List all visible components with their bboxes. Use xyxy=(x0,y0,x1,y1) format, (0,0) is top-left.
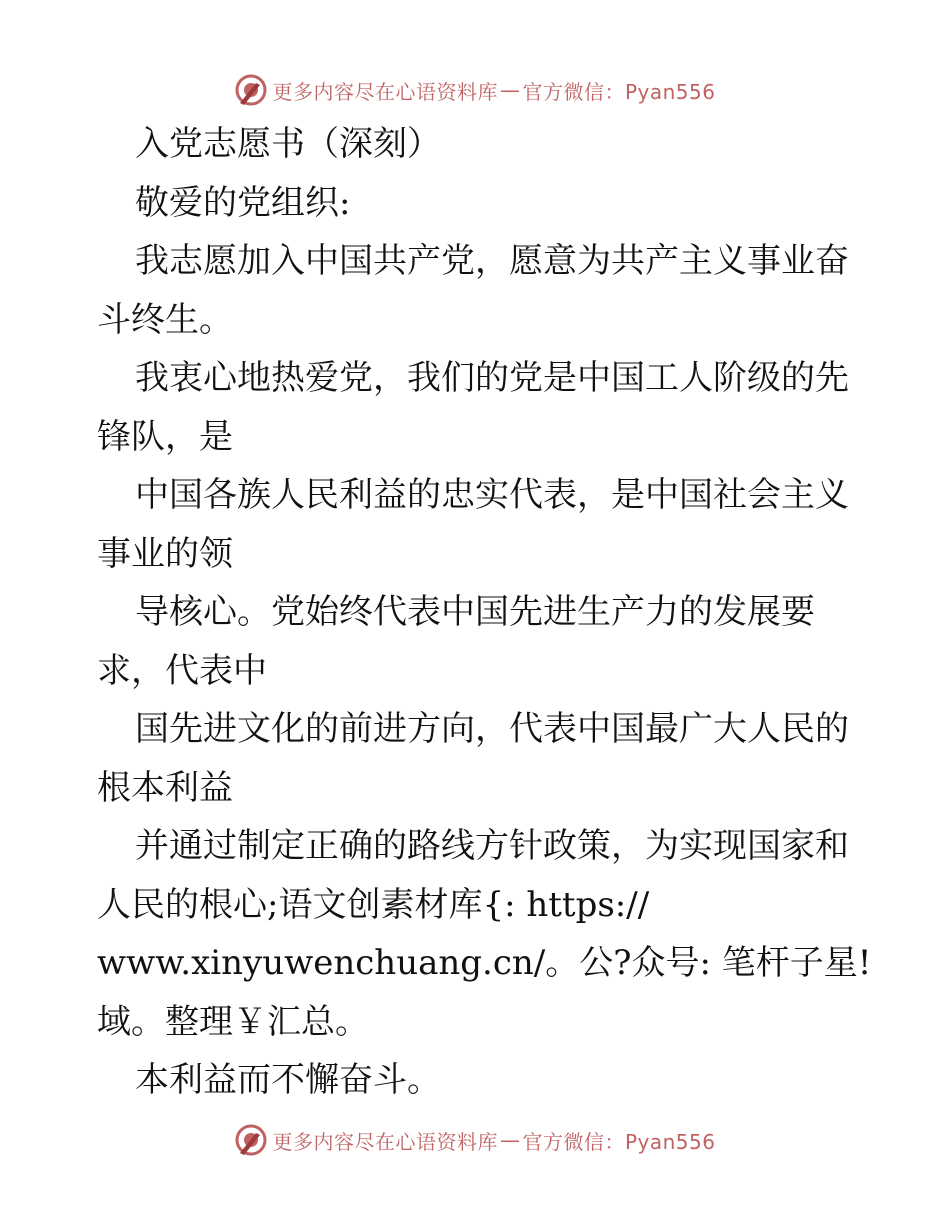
paragraph-line: 本利益而不懈奋斗。 xyxy=(135,1060,441,1100)
paragraph-line: 导核心。党始终代表中国先进生产力的发展要 xyxy=(135,592,815,632)
banner-wechat: 官方微信：Pyan556 xyxy=(522,79,716,104)
paragraph-line: 我志愿加入中国共产党，愿意为共产主义事业奋 xyxy=(135,241,849,281)
banner-dash: — xyxy=(499,78,521,102)
paragraph-line: 根本利益 xyxy=(97,767,233,808)
banner-brand: 更多内容尽在心语资料库 xyxy=(272,79,498,104)
paragraph-line: www.xinyuwenchuang.cn/。公?众号: 笔杆子星! xyxy=(97,943,872,983)
paragraph-line: 我衷心地热爱党，我们的党是中国工人阶级的先 xyxy=(135,358,849,398)
paragraph-line: 并通过制定正确的路线方针政策，为实现国家和 xyxy=(135,826,849,866)
pen-logo-icon xyxy=(234,1123,268,1157)
header-banner xyxy=(0,70,950,110)
paragraph-line: 求，代表中 xyxy=(97,650,267,691)
footer-banner xyxy=(0,1120,950,1160)
paragraph-line: 斗终生。 xyxy=(97,299,233,340)
paragraph-line: 事业的领 xyxy=(97,533,233,574)
paragraph-line: 国先进文化的前进方向，代表中国最广大人民的 xyxy=(135,709,849,749)
banner-wechat: 官方微信：Pyan556 xyxy=(522,1129,716,1154)
document-title: 入党志愿书（深刻） xyxy=(135,124,441,164)
paragraph-line: 人民的根心;语文创素材库{: https:// xyxy=(97,884,650,925)
pen-logo-icon xyxy=(234,73,268,107)
paragraph-line: 中国各族人民利益的忠实代表，是中国社会主义 xyxy=(135,475,849,515)
banner-dash: — xyxy=(499,1128,521,1152)
salutation: 敬爱的党组织: xyxy=(135,182,351,223)
paragraph-line: 锋队，是 xyxy=(97,416,233,457)
document-body xyxy=(97,115,872,1110)
banner-brand: 更多内容尽在心语资料库 xyxy=(272,1129,498,1154)
paragraph-line: 域。整理￥汇总。 xyxy=(97,1001,369,1042)
